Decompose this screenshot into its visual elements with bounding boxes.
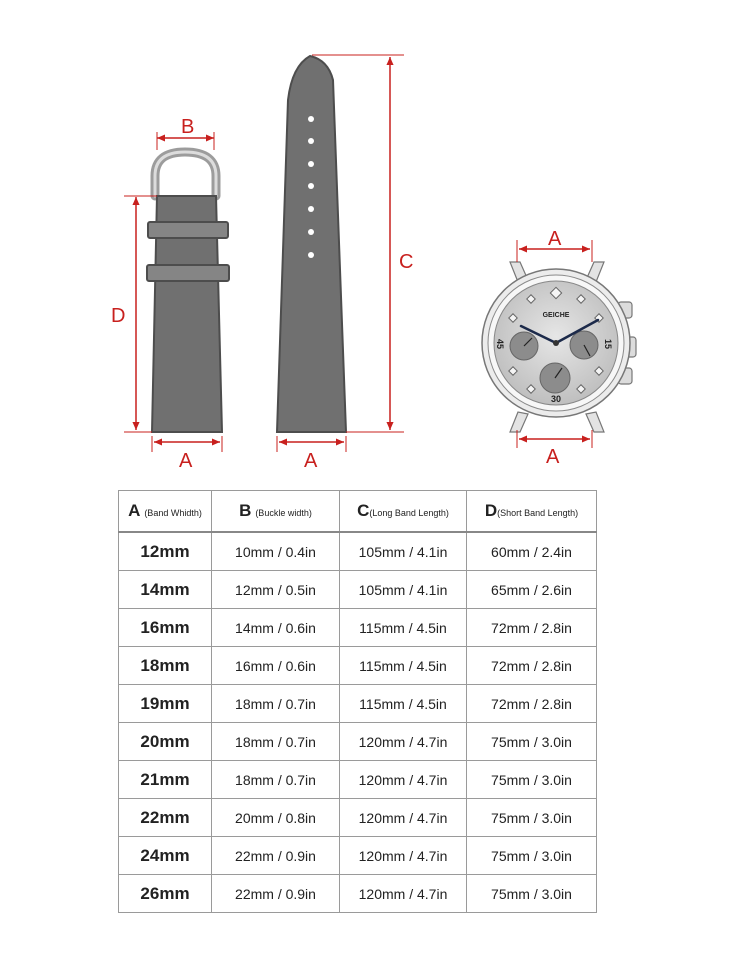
table-row: [119, 532, 597, 571]
dial-numeral-45: 45: [495, 338, 505, 350]
band-width-cell: 18mm: [119, 647, 212, 685]
long-length-cell: 120mm / 4.7in: [340, 761, 467, 799]
table-row: [119, 609, 597, 647]
buckle-width-cell: 12mm / 0.5in: [212, 571, 340, 609]
strap-size-diagram: [0, 0, 750, 480]
long-length-cell: 120mm / 4.7in: [340, 723, 467, 761]
size-table: [118, 490, 597, 913]
band-width-cell: 22mm: [119, 799, 212, 837]
band-width-cell: 14mm: [119, 571, 212, 609]
label-b: B: [181, 116, 195, 138]
header-band-width: A (Band Whidth): [119, 491, 212, 533]
band-width-cell: 24mm: [119, 837, 212, 875]
band-width-cell: 12mm: [119, 532, 212, 571]
band-width-cell: 16mm: [119, 609, 212, 647]
long-length-cell: 120mm / 4.7in: [340, 837, 467, 875]
watch-lug: [586, 412, 604, 432]
long-length-cell: 120mm / 4.7in: [340, 875, 467, 913]
header-buckle-width: B (Buckle width): [212, 491, 340, 533]
long-length-cell: 105mm / 4.1in: [340, 571, 467, 609]
strap-hole: [308, 161, 314, 167]
long-length-cell: 115mm / 4.5in: [340, 685, 467, 723]
table-row: [119, 799, 597, 837]
long-length-cell: 115mm / 4.5in: [340, 609, 467, 647]
buckle-width-cell: 20mm / 0.8in: [212, 799, 340, 837]
strap-hole: [308, 229, 314, 235]
band-width-cell: 20mm: [119, 723, 212, 761]
dial-numeral-30: 30: [550, 394, 562, 404]
keeper-loop: [147, 265, 229, 281]
long-length-cell: 120mm / 4.7in: [340, 799, 467, 837]
short-length-cell: 75mm / 3.0in: [467, 761, 597, 799]
strap-hole: [308, 116, 314, 122]
band-width-cell: 19mm: [119, 685, 212, 723]
label-a-long: A: [304, 450, 318, 472]
short-length-cell: 60mm / 2.4in: [467, 532, 597, 571]
table-row: [119, 875, 597, 913]
short-length-cell: 65mm / 2.6in: [467, 571, 597, 609]
header-long-band-length: C(Long Band Length): [340, 491, 467, 533]
buckle-width-cell: 18mm / 0.7in: [212, 723, 340, 761]
label-a-short: A: [179, 450, 193, 472]
short-length-cell: 75mm / 3.0in: [467, 799, 597, 837]
buckle-width-cell: 18mm / 0.7in: [212, 685, 340, 723]
short-length-cell: 75mm / 3.0in: [467, 875, 597, 913]
short-length-cell: 72mm / 2.8in: [467, 609, 597, 647]
table-row: [119, 647, 597, 685]
header-short-band-length: D(Short Band Length): [467, 491, 597, 533]
band-width-cell: 21mm: [119, 761, 212, 799]
short-length-cell: 75mm / 3.0in: [467, 837, 597, 875]
label-c: C: [399, 251, 414, 273]
buckle-width-cell: 14mm / 0.6in: [212, 609, 340, 647]
buckle-width-cell: 18mm / 0.7in: [212, 761, 340, 799]
strap-hole: [308, 138, 314, 144]
dial-numeral-15: 15: [603, 338, 613, 350]
strap-hole: [308, 252, 314, 258]
table-row: [119, 685, 597, 723]
watch-illustration: [482, 262, 636, 432]
long-length-cell: 105mm / 4.1in: [340, 532, 467, 571]
table-row: [119, 571, 597, 609]
band-width-cell: 26mm: [119, 875, 212, 913]
long-strap: [277, 56, 346, 432]
watch-lug: [510, 412, 528, 432]
label-d: D: [111, 305, 126, 327]
table-row: [119, 761, 597, 799]
short-length-cell: 72mm / 2.8in: [467, 685, 597, 723]
short-length-cell: 72mm / 2.8in: [467, 647, 597, 685]
strap-hole: [308, 206, 314, 212]
label-a-watch-top: A: [548, 228, 562, 250]
buckle-width-cell: 16mm / 0.6in: [212, 647, 340, 685]
label-a-watch-bottom: A: [546, 446, 560, 468]
long-strap-body: [277, 56, 346, 432]
table-row: [119, 837, 597, 875]
long-length-cell: 115mm / 4.5in: [340, 647, 467, 685]
strap-hole: [308, 183, 314, 189]
watch-brand: GEICHE: [542, 312, 570, 319]
keeper-loop: [148, 222, 228, 238]
buckle-width-cell: 22mm / 0.9in: [212, 875, 340, 913]
short-strap: [147, 152, 229, 432]
table-header-row: [119, 491, 597, 533]
buckle-width-cell: 22mm / 0.9in: [212, 837, 340, 875]
short-length-cell: 75mm / 3.0in: [467, 723, 597, 761]
buckle-width-cell: 10mm / 0.4in: [212, 532, 340, 571]
table-row: [119, 723, 597, 761]
